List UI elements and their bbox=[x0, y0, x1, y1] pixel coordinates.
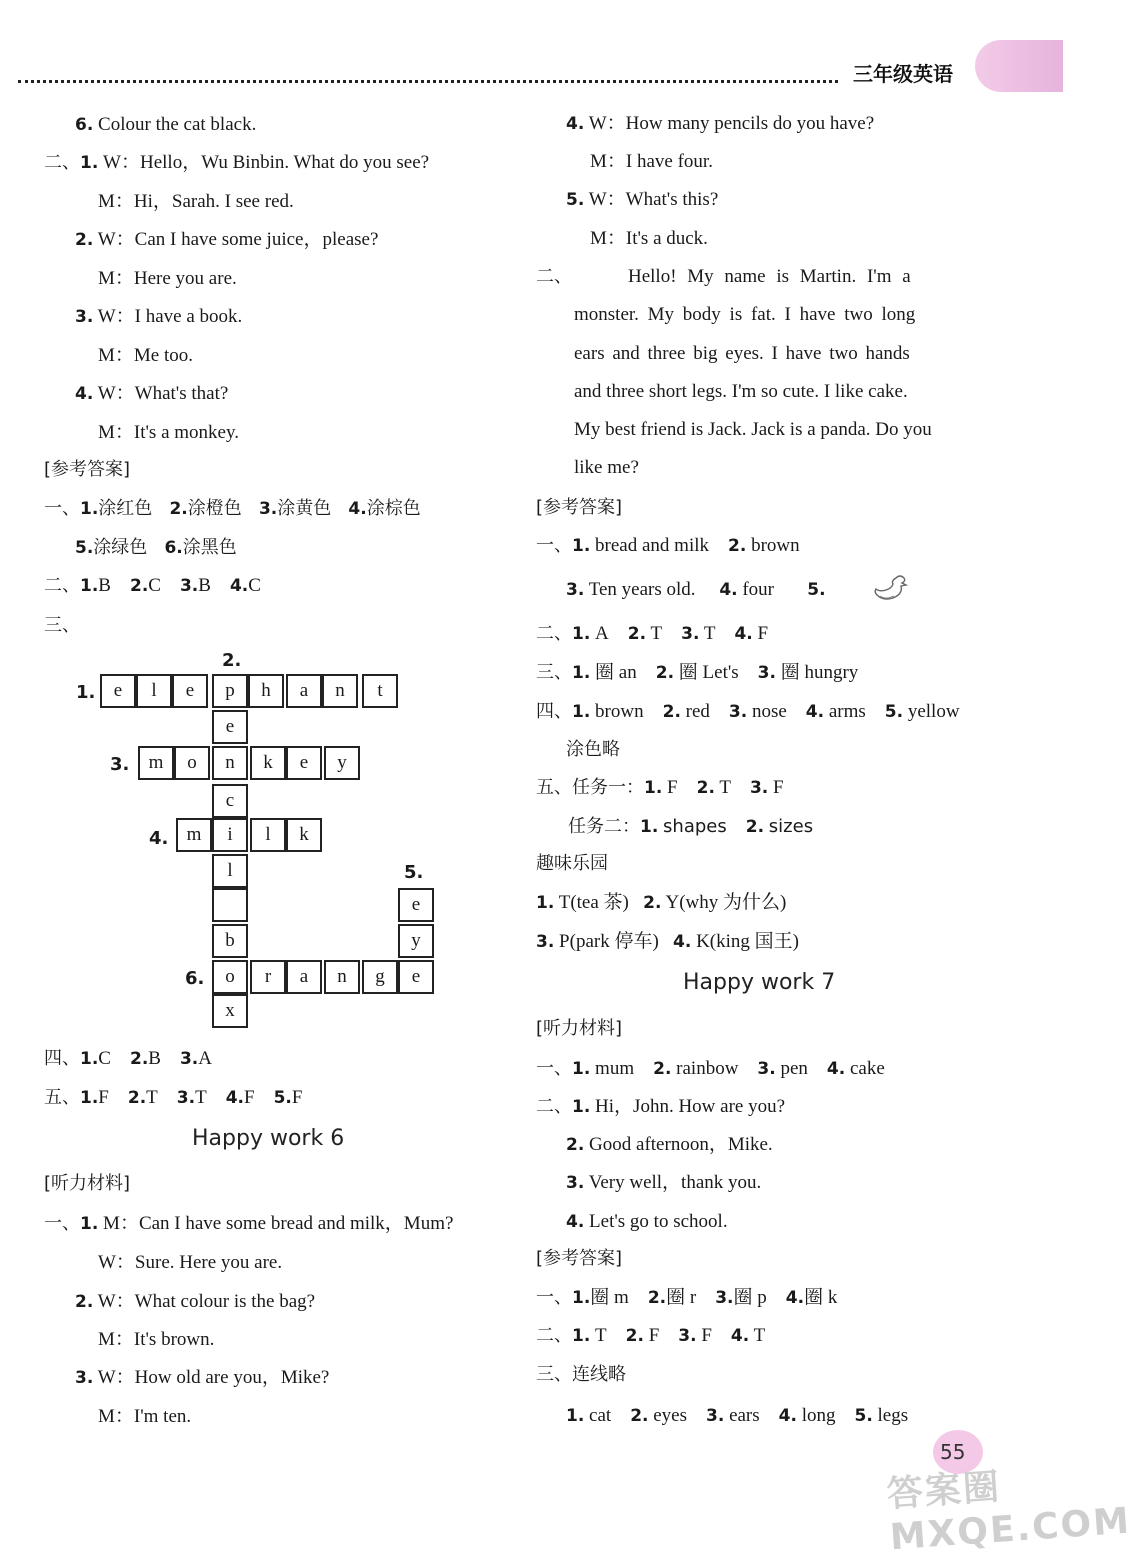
crossword-cell: c bbox=[212, 784, 248, 818]
header-tab bbox=[975, 40, 1063, 92]
crossword-cell: e bbox=[398, 960, 434, 994]
answer-line: 四、1.C 2.B 3.A bbox=[44, 1048, 212, 1069]
page-number: 55 bbox=[940, 1440, 966, 1464]
passage-line: My best friend is Jack. Jack is a panda. Do you bbox=[574, 419, 932, 440]
crossword-cell: e bbox=[100, 674, 136, 708]
crossword-cell: p bbox=[212, 674, 248, 708]
answer-line: 三、 bbox=[44, 615, 80, 636]
crossword-cell: e bbox=[398, 888, 434, 922]
crossword-cell: l bbox=[250, 818, 286, 852]
answer-line: 一、1.涂红色 2.涂橙色 3.涂黄色 4.涂棕色 bbox=[44, 498, 421, 519]
answer-line: M：I have four. bbox=[590, 151, 713, 172]
answer-line: 一、1.圈 m 2.圈 r 3.圈 p 4.圈 k bbox=[536, 1287, 838, 1308]
crossword-cell: e bbox=[212, 710, 248, 744]
crossword-cell: l bbox=[136, 674, 172, 708]
section-title-happy-work-6: Happy work 6 bbox=[192, 1126, 345, 1151]
header-title: 三年级英语 bbox=[853, 62, 953, 86]
answer-line: 二、1. Hi，John. How are you? bbox=[536, 1096, 786, 1117]
answer-line: 1. T(tea 茶) 2. Y(why 为什么) bbox=[536, 892, 787, 913]
answer-line: 二、1.B 2.C 3.B 4.C bbox=[44, 575, 261, 596]
answer-line: 三、连线略 bbox=[536, 1364, 626, 1385]
crossword-number: 2. bbox=[222, 650, 242, 671]
crossword-cell: o bbox=[212, 960, 248, 994]
crossword-number: 6. bbox=[185, 968, 205, 989]
section-label-listening: [听力材料] bbox=[44, 1173, 131, 1194]
answer-line: 二、1. A 2. T 3. T 4. F bbox=[536, 623, 769, 644]
answer-line: M：Me too. bbox=[98, 345, 194, 366]
passage-line: 二、 Hello! My name is Martin. I'm a bbox=[536, 266, 911, 287]
crossword-cell: k bbox=[250, 746, 286, 780]
crossword-cell: b bbox=[212, 924, 248, 958]
crossword-cell: e bbox=[172, 674, 208, 708]
crossword-cell: g bbox=[362, 960, 398, 994]
answer-line: 6. Colour the cat black. bbox=[75, 114, 257, 135]
crossword-cell: n bbox=[324, 960, 360, 994]
answer-line: 2. W：What colour is the bag? bbox=[75, 1291, 316, 1312]
answer-line: 4. W：How many pencils do you have? bbox=[566, 113, 875, 134]
section-title-happy-work-7: Happy work 7 bbox=[683, 970, 836, 995]
answer-line: 三、1. 圈 an 2. 圈 Let's 3. 圈 hungry bbox=[536, 662, 859, 683]
crossword-number: 1. bbox=[76, 682, 96, 703]
section-label-answers: [参考答案] bbox=[536, 497, 623, 518]
answer-line: 涂色略 bbox=[566, 739, 620, 760]
crossword-cell: r bbox=[250, 960, 286, 994]
answer-line: 1. cat 2. eyes 3. ears 4. long 5. legs bbox=[566, 1405, 909, 1426]
section-label-answers: [参考答案] bbox=[536, 1248, 623, 1269]
answer-line: 2. W：Can I have some juice，please? bbox=[75, 229, 379, 250]
passage-line: like me? bbox=[574, 457, 639, 478]
answer-line: M：Hi，Sarah. I see red. bbox=[98, 191, 294, 212]
answer-line: 5. W：What's this? bbox=[566, 189, 719, 210]
answer-line: M：It's brown. bbox=[98, 1329, 215, 1350]
answer-line: 二、1. T 2. F 3. F 4. T bbox=[536, 1325, 766, 1346]
answer-line: 一、1. mum 2. rainbow 3. pen 4. cake bbox=[536, 1058, 885, 1079]
crossword-cell: a bbox=[286, 674, 322, 708]
answer-line: 3. Ten years old. 4. four 5. bbox=[566, 579, 826, 600]
answer-line: 一、1. M：Can I have some bread and milk，Mum? bbox=[44, 1213, 454, 1234]
answer-line: 五、任务一：1. F 2. T 3. F bbox=[536, 777, 784, 798]
section-label-answers: [参考答案] bbox=[44, 459, 131, 480]
crossword-cell: x bbox=[212, 994, 248, 1028]
answer-line: M：It's a duck. bbox=[590, 228, 708, 249]
answer-line: 四、1. brown 2. red 3. nose 4. arms 5. yellow bbox=[536, 701, 960, 722]
answer-line: 4. Let's go to school. bbox=[566, 1211, 728, 1232]
answer-line: 3. P(park 停车) 4. K(king 国王) bbox=[536, 931, 799, 952]
passage-line: and three short legs. I'm so cute. I like cake. bbox=[574, 381, 908, 402]
crossword-number: 4. bbox=[149, 828, 169, 849]
answer-line: M：It's a monkey. bbox=[98, 422, 239, 443]
passage-line: monster. My body is fat. I have two long bbox=[574, 304, 916, 325]
crossword-cell: m bbox=[176, 818, 212, 852]
answer-line: 一、1. bread and milk 2. brown bbox=[536, 535, 800, 556]
answer-line: 2. Good afternoon，Mike. bbox=[566, 1134, 773, 1155]
crossword-cell bbox=[212, 888, 248, 922]
crossword-cell: l bbox=[212, 854, 248, 888]
crossword-number: 5. bbox=[404, 862, 424, 883]
answer-line: 任务二：1. shapes 2. sizes bbox=[568, 816, 814, 837]
answer-line: 二、1. W：Hello，Wu Binbin. What do you see? bbox=[44, 152, 430, 173]
answer-line: 3. Very well，thank you. bbox=[566, 1172, 762, 1193]
crossword-cell: h bbox=[248, 674, 284, 708]
crossword-cell: e bbox=[286, 746, 322, 780]
watermark: 答案圈 MXQE.COM bbox=[885, 1466, 1132, 1558]
section-label-fun: 趣味乐园 bbox=[536, 853, 608, 874]
crossword-cell: m bbox=[138, 746, 174, 780]
crossword-cell: a bbox=[286, 960, 322, 994]
answer-line: 五、1.F 2.T 3.T 4.F 5.F bbox=[44, 1087, 303, 1108]
answer-line: 3. W：How old are you，Mike? bbox=[75, 1367, 330, 1388]
answer-line: M：Here you are. bbox=[98, 268, 237, 289]
answer-line: M：I'm ten. bbox=[98, 1406, 192, 1427]
crossword-cell: k bbox=[286, 818, 322, 852]
section-label-listening: [听力材料] bbox=[536, 1018, 623, 1039]
duck-drawing-icon bbox=[872, 572, 908, 606]
header-dotted-rule bbox=[18, 80, 838, 83]
crossword-cell: n bbox=[322, 674, 358, 708]
crossword-cell: y bbox=[398, 924, 434, 958]
answer-line: 3. W：I have a book. bbox=[75, 306, 243, 327]
crossword-number: 3. bbox=[110, 754, 130, 775]
crossword-cell: n bbox=[212, 746, 248, 780]
crossword-cell: y bbox=[324, 746, 360, 780]
passage-line: ears and three big eyes. I have two hands bbox=[574, 343, 910, 364]
answer-line: W：Sure. Here you are. bbox=[98, 1252, 283, 1273]
crossword-cell: t bbox=[362, 674, 398, 708]
crossword-cell: o bbox=[174, 746, 210, 780]
crossword-cell: i bbox=[212, 818, 248, 852]
answer-line: 5.涂绿色 6.涂黑色 bbox=[75, 537, 237, 558]
answer-line: 4. W：What's that? bbox=[75, 383, 229, 404]
